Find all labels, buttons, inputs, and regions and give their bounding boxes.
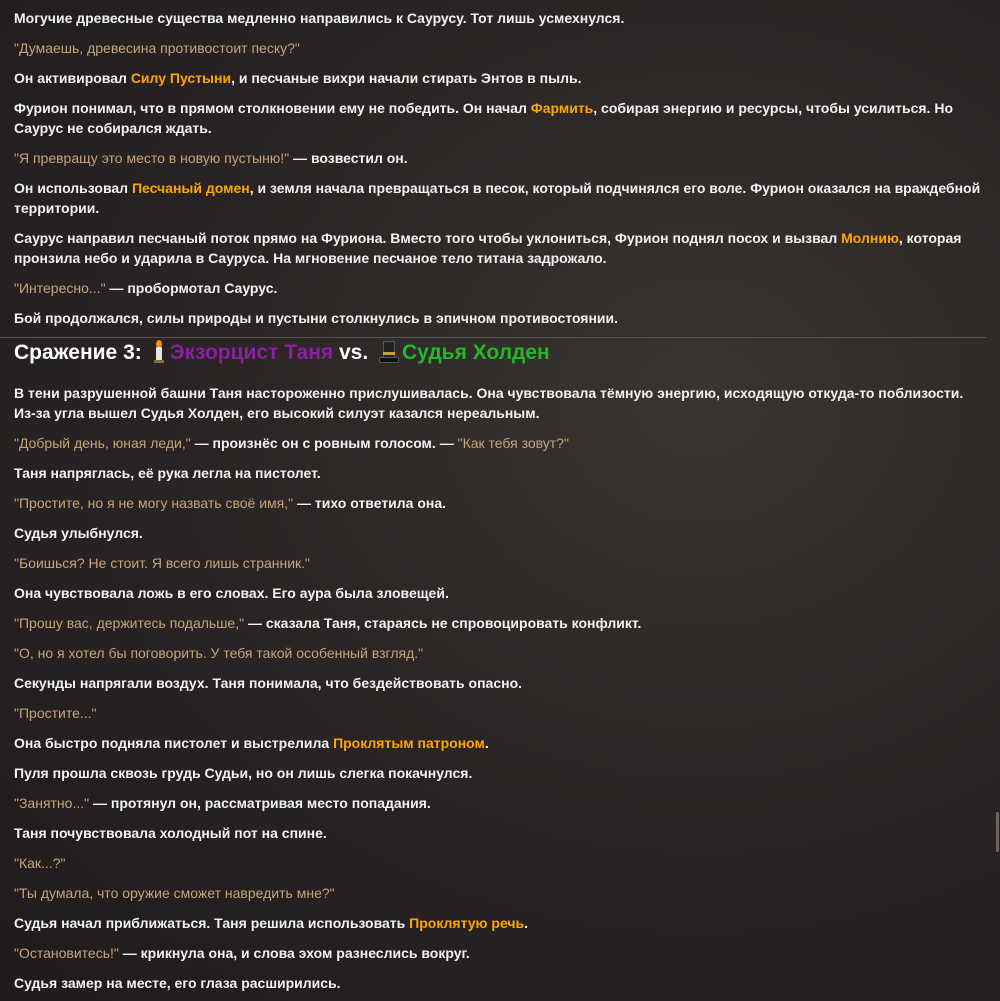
battle-label: Сражение 3: — [14, 341, 148, 364]
dialogue-quote: "Прошу вас, держитесь подальше," — [14, 615, 245, 631]
paragraph — [14, 793, 986, 813]
paragraph — [14, 228, 986, 268]
paragraph — [14, 148, 986, 168]
paragraph: В тени разрушенной башни Таня настороженно прислушивалась. Она чувствовала тёмную энергию, исходящую откуда-то поблизости. Из-за угла вышел Судья Холден, его высокий силуэт казался нереальным. — [14, 385, 964, 421]
skill-name: Силу Пустыни — [130, 70, 232, 86]
fighter-1-name: Экзорцист Таня — [169, 341, 334, 364]
text: , собирая энергию и ресурсы, чтобы усилиться. Но Саурус не собирался ждать. — [14, 100, 954, 136]
paragraph: Таня почувствовала холодный пот на спине. — [14, 825, 327, 841]
text: . — [524, 915, 529, 931]
text: — крикнула она, и слова эхом разнеслись вокруг. — [118, 945, 470, 961]
text: — протянул он, рассматривая место попадания. — [89, 795, 431, 811]
text: . — [484, 735, 489, 751]
text: — тихо ответила она. — [293, 495, 447, 511]
dialogue-line: "Думаешь, древесина противостоит песку?" — [14, 40, 300, 56]
skill-name: Проклятую речь — [409, 915, 525, 931]
skill-name: Фармить — [530, 100, 594, 116]
paragraph: Судья замер на месте, его глаза расширились. — [14, 975, 341, 991]
dialogue-line: "Как...?" — [14, 855, 66, 871]
paragraph: Пуля прошла сквозь грудь Судьи, но он лишь слегка покачнулся. — [14, 765, 473, 781]
text: — сказала Таня, стараясь не спровоцировать конфликт. — [244, 615, 642, 631]
paragraph — [14, 733, 986, 753]
candle-icon — [152, 339, 166, 363]
skill-name: Проклятым патроном — [333, 735, 485, 751]
paragraph — [14, 433, 986, 453]
paragraph — [14, 278, 986, 298]
text: — возвестил он. — [289, 150, 408, 166]
fighter-2-name: Судья Холден — [402, 341, 550, 364]
paragraph: Могучие древесные существа медленно направились к Саурусу. Тот лишь усмехнулся. — [14, 10, 625, 26]
paragraph — [14, 943, 986, 963]
paragraph — [14, 178, 986, 218]
paragraph — [14, 98, 986, 138]
dialogue-line: "Боишься? Не стоит. Я всего лишь странник." — [14, 555, 311, 571]
dialogue-quote: "Остановитесь!" — [14, 945, 119, 961]
paragraph: Таня напряглась, её рука легла на пистолет. — [14, 465, 321, 481]
text: Судья начал приближаться. Таня решила использовать — [14, 915, 410, 931]
paragraph: Секунды напрягали воздух. Таня понимала, что бездействовать опасно. — [14, 675, 523, 691]
paragraph — [14, 68, 986, 88]
text: , и земля начала превращаться в песок, который подчинялся его воле. Фурион оказался на враждебной территории. — [14, 180, 981, 216]
paragraph — [14, 493, 986, 513]
versus-label: vs. — [333, 341, 375, 364]
dialogue-quote: "Простите, но я не могу назвать своё имя," — [14, 495, 294, 511]
skill-name: Песчаный домен — [131, 180, 250, 196]
dialogue-quote: "Занятно..." — [14, 795, 90, 811]
text: Он активировал — [14, 70, 131, 86]
battle-heading — [14, 338, 986, 368]
text: Он использовал — [14, 180, 132, 196]
top-hat-icon — [378, 339, 398, 363]
dialogue-quote: "Я превращу это место в новую пустыню!" — [14, 150, 290, 166]
text: , которая пронзила небо и ударила в Сауруса. На мгновение песчаное тело титана задрожало. — [14, 230, 962, 266]
dialogue-quote: "Интересно..." — [14, 280, 106, 296]
dialogue-line: "Ты думала, что оружие сможет навредить мне?" — [14, 885, 335, 901]
paragraph: Бой продолжался, силы природы и пустыни столкнулись в эпичном противостоянии. — [14, 310, 619, 326]
dialogue-line: "О, но я хотел бы поговорить. У тебя такой особенный взгляд." — [14, 645, 424, 661]
story-content — [0, 8, 986, 993]
skill-name: Молнию — [841, 230, 899, 246]
text: — произнёс он с ровным голосом. — — [190, 435, 458, 451]
dialogue-quote: "Добрый день, юная леди," — [14, 435, 191, 451]
text: Фурион понимал, что в прямом столкновении ему не победить. Он начал — [14, 100, 531, 116]
paragraph: Она чувствовала ложь в его словах. Его аура была зловещей. — [14, 585, 449, 601]
scrollbar-thumb[interactable] — [996, 812, 999, 852]
text: Она быстро подняла пистолет и выстрелила — [14, 735, 334, 751]
text: — пробормотал Саурус. — [105, 280, 278, 296]
text: Саурус направил песчаный поток прямо на Фуриона. Вместо того чтобы уклониться, Фурион поднял посох и вызвал — [14, 230, 842, 246]
paragraph: Судья улыбнулся. — [14, 525, 143, 541]
paragraph — [14, 913, 986, 933]
dialogue-line: "Простите..." — [14, 705, 97, 721]
paragraph — [14, 613, 986, 633]
text: , и песчаные вихри начали стирать Энтов в пыль. — [231, 70, 582, 86]
dialogue-quote: "Как тебя зовут?" — [457, 435, 569, 451]
